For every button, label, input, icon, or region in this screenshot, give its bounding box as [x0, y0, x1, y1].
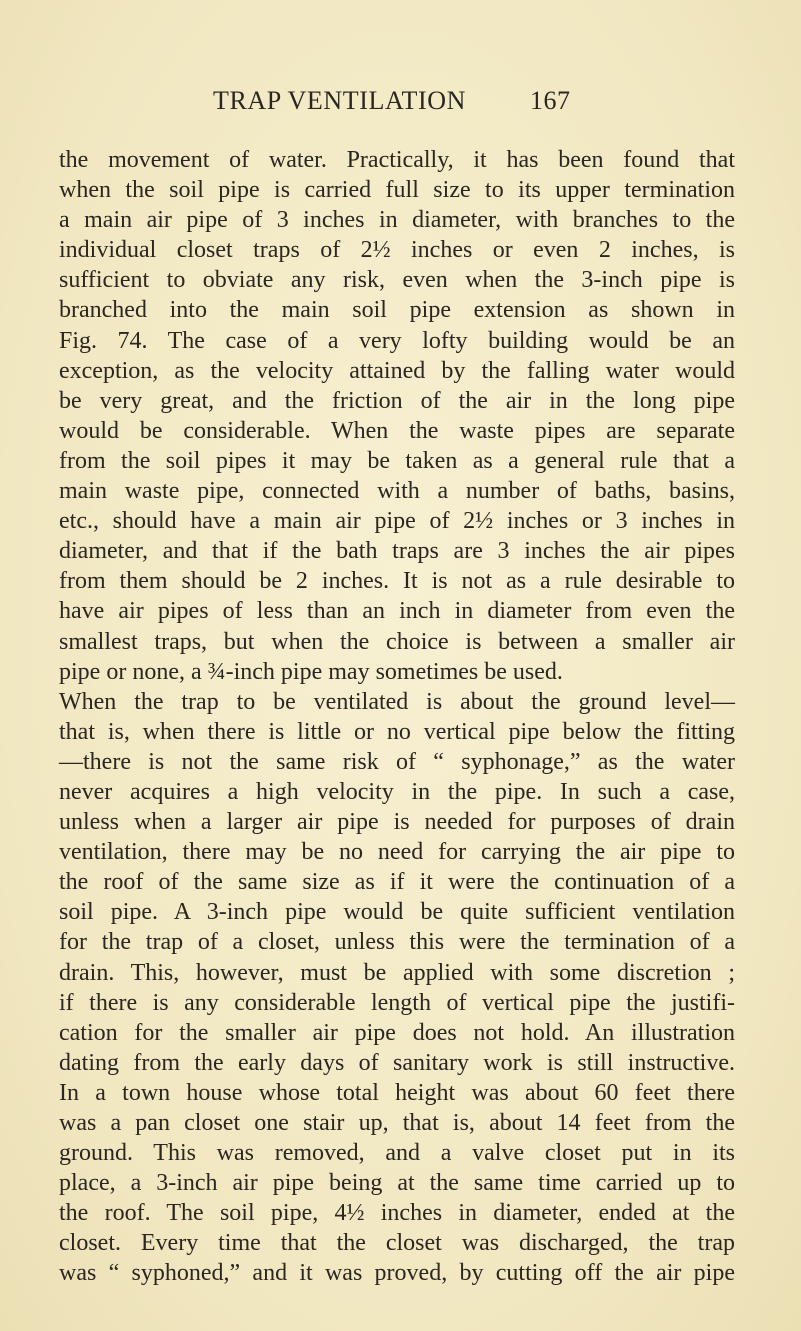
text-line: never acquires a high velocity in the pipe. In such a case,: [59, 778, 735, 805]
text-line: —there is not the same risk of “ syphonage,” as the water: [59, 748, 735, 775]
text-line: a main air pipe of 3 inches in diameter, with branches to the: [59, 207, 735, 234]
text-line: branched into the main soil pipe extension as shown in: [59, 297, 735, 324]
text-line: Fig. 74. The case of a very lofty building would be an: [59, 327, 735, 354]
text-line: When the trap to be ventilated is about the ground level—: [59, 688, 735, 715]
text-line: when the soil pipe is carried full size to its upper termination: [59, 177, 735, 204]
text-line: from the soil pipes it may be taken as a general rule that a: [59, 447, 735, 474]
text-line: soil pipe. A 3-inch pipe would be quite sufficient ventilation: [59, 899, 735, 926]
text-line: that is, when there is little or no vertical pipe below the fitting: [59, 718, 735, 745]
text-line: the roof. The soil pipe, 4½ inches in diameter, ended at the: [59, 1200, 735, 1227]
text-line: dating from the early days of sanitary work is still instructive.: [59, 1049, 735, 1076]
text-line: was a pan closet one stair up, that is, about 14 feet from the: [59, 1110, 735, 1136]
text-line: would be considerable. When the waste pipes are separate: [59, 417, 735, 444]
page-header: [0, 86, 801, 126]
page-number: 167: [530, 86, 571, 115]
text-line: individual closet traps of 2½ inches or even 2 inches, is: [59, 237, 735, 264]
text-line: smallest traps, but when the choice is between a smaller air: [59, 628, 735, 655]
text-line: for the trap of a closet, unless this were the termination of a: [59, 929, 735, 956]
text-line: ground. This was removed, and a valve closet put in its: [59, 1140, 735, 1167]
text-line: diameter, and that if the bath traps are 3 inches the air pipes: [59, 538, 735, 565]
text-line: In a town house whose total height was about 60 feet there: [59, 1079, 735, 1106]
text-line: the movement of water. Practically, it has been found that: [59, 147, 735, 173]
text-line: main waste pipe, connected with a number of baths, basins,: [59, 478, 735, 505]
text-line: closet. Every time that the closet was discharged, the trap: [59, 1230, 735, 1257]
text-line: sufficient to obviate any risk, even when the 3-inch pipe is: [59, 267, 735, 294]
text-line: etc., should have a main air pipe of 2½ inches or 3 inches in: [59, 508, 735, 535]
text-line: unless when a larger air pipe is needed for purposes of drain: [59, 809, 735, 836]
text-line: cation for the smaller air pipe does not hold. An illustration: [59, 1019, 735, 1046]
text-line: place, a 3-inch air pipe being at the same time carried up to: [59, 1170, 735, 1197]
text-line: if there is any considerable length of vertical pipe the justifi-: [59, 989, 735, 1016]
text-line: was “ syphoned,” and it was proved, by cutting off the air pipe: [59, 1260, 735, 1287]
text-line: be very great, and the friction of the air in the long pipe: [59, 387, 735, 414]
text-line: from them should be 2 inches. It is not as a rule desirable to: [59, 568, 735, 595]
text-line: drain. This, however, must be applied with some discretion ;: [59, 959, 735, 986]
text-line: the roof of the same size as if it were the continuation of a: [59, 869, 735, 896]
text-line: exception, as the velocity attained by the falling water would: [59, 357, 735, 384]
text-line: have air pipes of less than an inch in diameter from even the: [59, 598, 735, 625]
running-title: TRAP VENTILATION: [213, 86, 466, 115]
text-line: pipe or none, a ¾-inch pipe may sometimes be used.: [59, 658, 563, 685]
text-line: ventilation, there may be no need for carrying the air pipe to: [59, 839, 735, 866]
body-text: [59, 145, 735, 1289]
